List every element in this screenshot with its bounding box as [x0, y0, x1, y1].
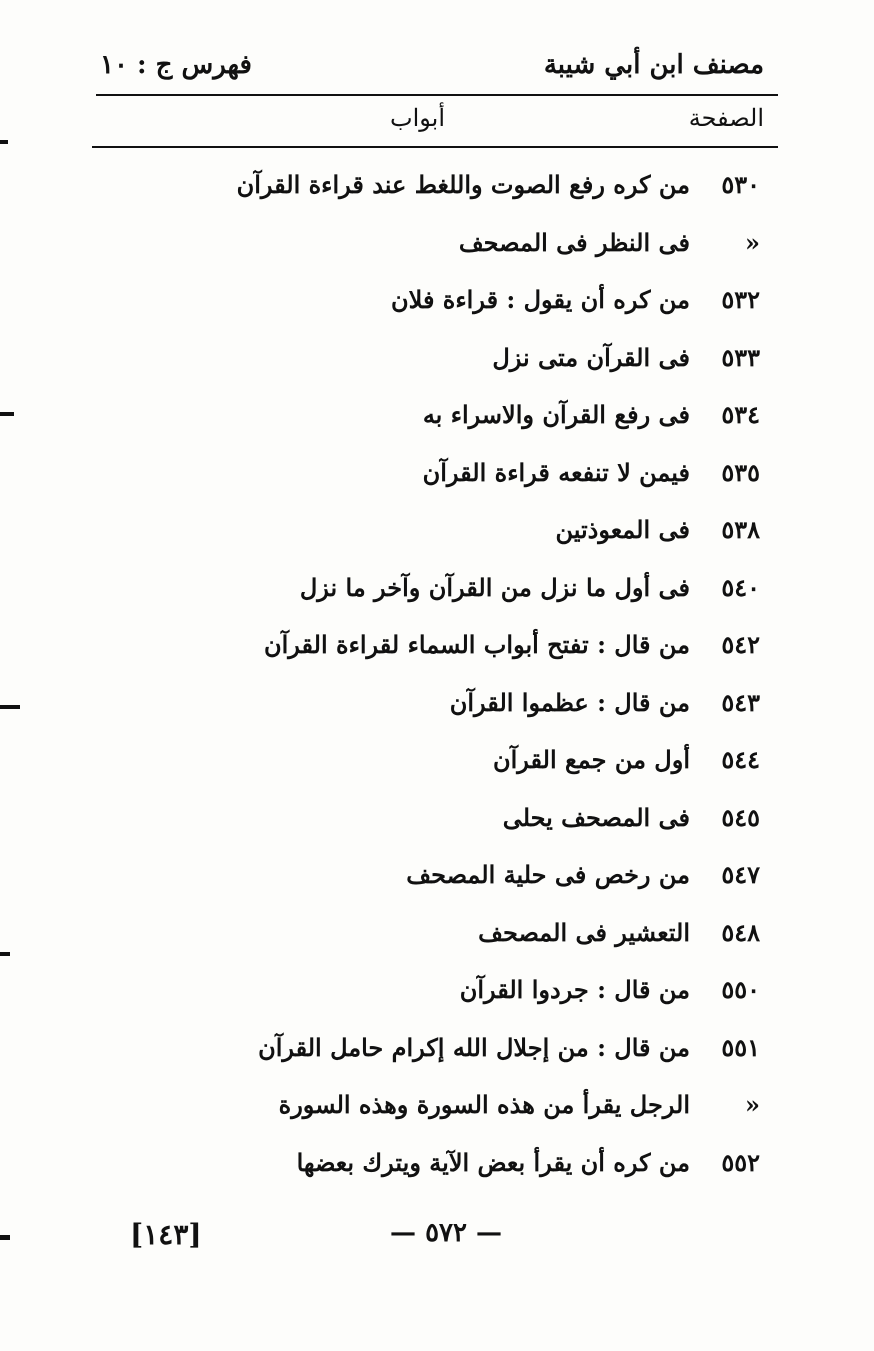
column-page-label: الصفحة: [688, 104, 764, 132]
entry-page-number: «: [745, 1090, 760, 1119]
entry-title: من قال : تفتح أبواب السماء لقراءة القرآن: [264, 630, 690, 659]
entry-page-number: ٥٣٨: [721, 515, 760, 544]
entry-page-number: ٥٤٧: [721, 860, 760, 889]
entry-title: فى القرآن متى نزل: [492, 342, 690, 372]
margin-mark: [0, 705, 20, 709]
entry-title: التعشير فى المصحف: [478, 917, 690, 947]
index-entry: [92, 1033, 778, 1091]
entry-title: الرجل يقرأ من هذه السورة وهذه السورة: [278, 1090, 690, 1119]
entry-title: فى رفع القرآن والاسراء به: [422, 400, 690, 429]
entry-page-number: ٥٣٥: [721, 457, 760, 487]
index-entry: [92, 860, 778, 918]
entry-title: فى النظر فى المصحف: [458, 227, 690, 257]
index-entry: [92, 745, 778, 803]
entry-title: من قال : جردوا القرآن: [459, 975, 690, 1004]
margin-mark: [0, 412, 14, 416]
index-entry: [92, 1148, 778, 1206]
index-entry: [92, 975, 778, 1033]
margin-mark: [0, 1235, 10, 1240]
entry-page-number: ٥٣٤: [721, 400, 760, 429]
column-rule: [92, 146, 778, 148]
volume-marker: [١٤٣]: [130, 1218, 202, 1251]
page-number: — ٥٧٢ —: [390, 1218, 503, 1248]
entry-title: فى أول ما نزل من القرآن وآخر ما نزل: [299, 572, 690, 602]
index-entry: [92, 630, 778, 688]
column-chapters-label: أبواب: [390, 104, 446, 132]
entry-page-number: ٥٤٥: [721, 802, 760, 832]
index-entries: [92, 170, 778, 1205]
index-entry: [92, 400, 778, 458]
entry-page-number: ٥٤٠: [721, 572, 760, 602]
entry-title: أول من جمع القرآن: [492, 745, 690, 774]
entry-page-number: «: [745, 227, 760, 257]
entry-page-number: ٥٣٣: [721, 342, 760, 372]
entry-page-number: ٥٥٢: [721, 1147, 760, 1177]
entry-page-number: ٥٤٣: [721, 687, 760, 717]
index-entry: [92, 458, 778, 516]
margin-mark: [0, 952, 10, 956]
index-entry: [92, 515, 778, 573]
running-title: مصنف ابن أبي شيبة: [543, 50, 764, 80]
index-entry: [92, 343, 778, 401]
entry-title: فى المصحف يحلى: [502, 802, 690, 832]
entry-title: من كره أن يقول : قراءة فلان: [391, 285, 690, 314]
index-entry: [92, 228, 778, 286]
entry-title: من قال : عظموا القرآن: [449, 687, 690, 717]
entry-title: من كره رفع الصوت واللغط عند قراءة القرآن: [236, 170, 690, 199]
entry-title: فيمن لا تنفعه قراءة القرآن: [422, 457, 690, 487]
index-entry: [92, 285, 778, 343]
entry-title: من قال : من إجلال الله إكرام حامل القرآن: [258, 1032, 690, 1062]
index-label: فهرس ج : ١٠: [100, 50, 252, 80]
entry-page-number: ٥٤٢: [721, 630, 760, 659]
index-entry: [92, 1090, 778, 1148]
entry-page-number: ٥٥٠: [721, 975, 760, 1004]
index-entry: [92, 573, 778, 631]
header-rule: [96, 94, 778, 96]
margin-mark: [0, 140, 8, 144]
entry-page-number: ٥٣٠: [721, 170, 760, 199]
entry-page-number: ٥٤٨: [721, 917, 760, 947]
page-header: [92, 48, 778, 88]
entry-page-number: ٥٣٢: [721, 285, 760, 314]
index-entry: [92, 688, 778, 746]
entry-title: من رخص فى حلية المصحف: [406, 860, 690, 889]
entry-title: من كره أن يقرأ بعض الآية ويترك بعضها: [296, 1147, 690, 1177]
index-entry: [92, 170, 778, 228]
index-entry: [92, 918, 778, 976]
entry-title: فى المعوذتين: [555, 515, 690, 544]
entry-page-number: ٥٤٤: [721, 745, 760, 774]
entry-page-number: ٥٥١: [721, 1032, 760, 1062]
index-entry: [92, 803, 778, 861]
